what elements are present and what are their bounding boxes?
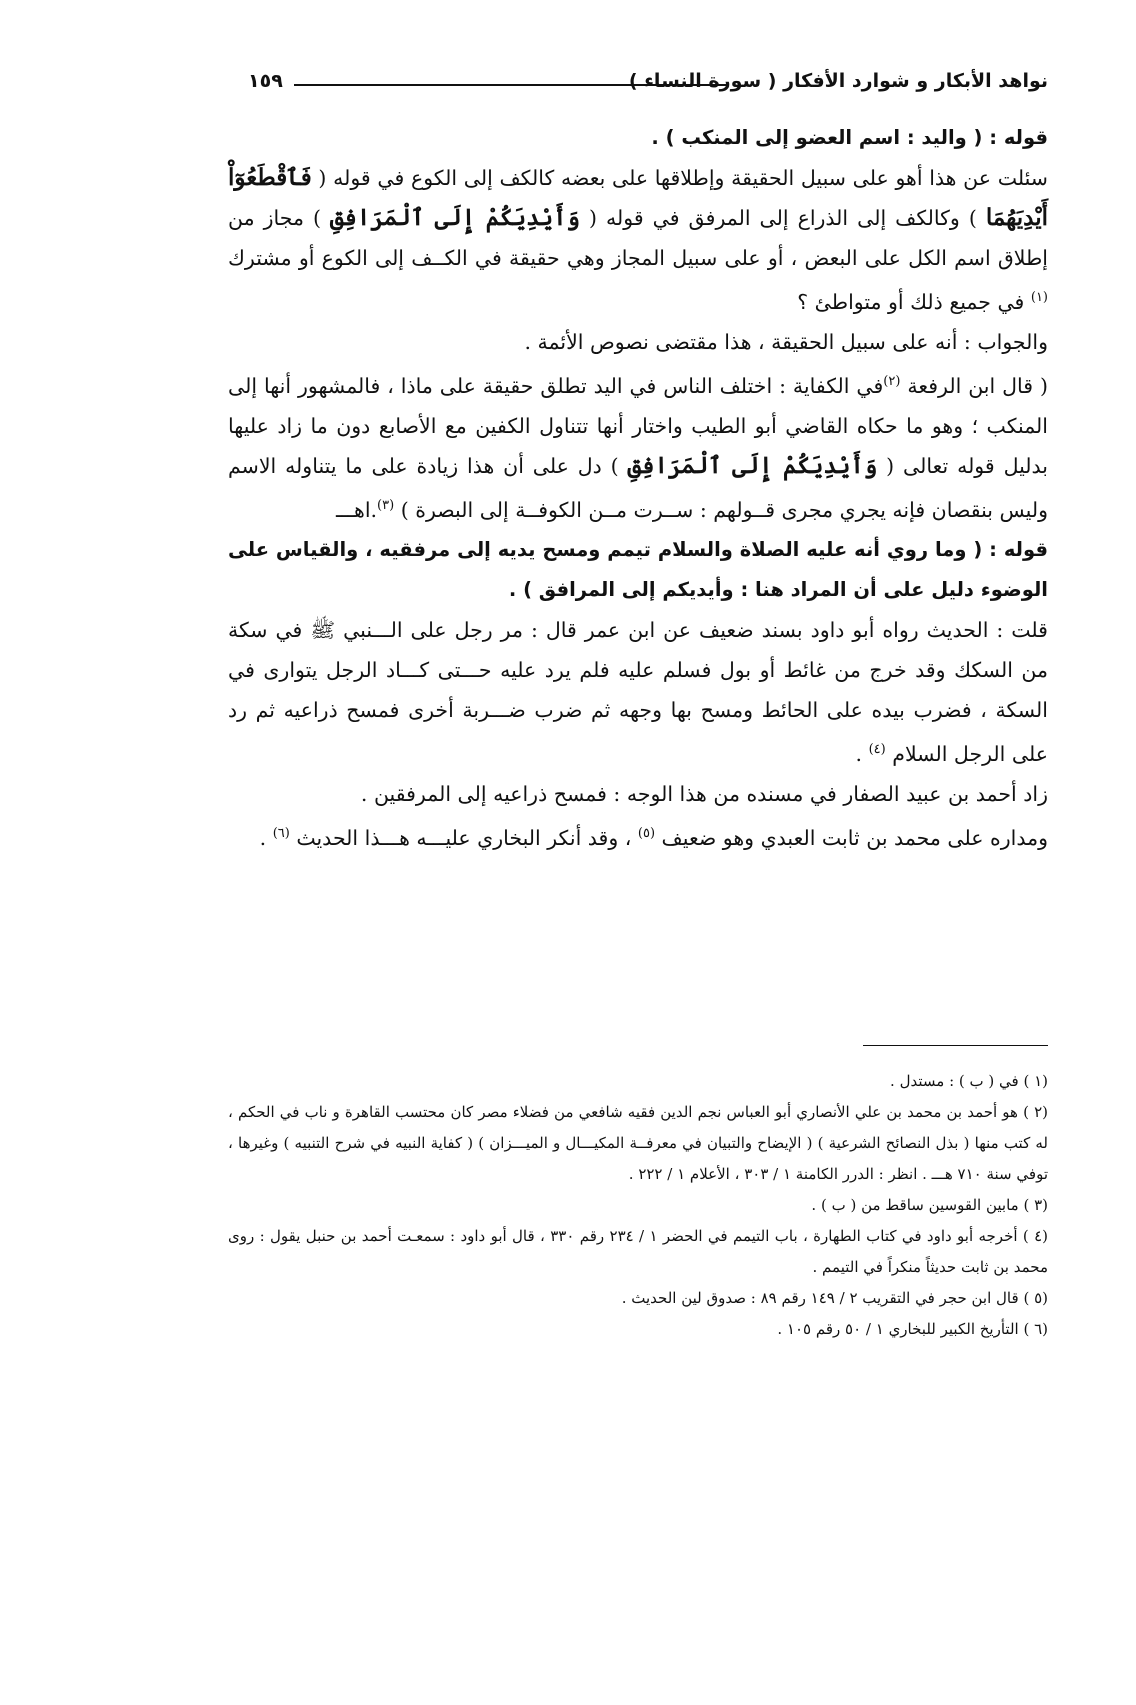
footnote-5: (٥ ) قال ابن حجر في التقريب ٢ / ١٤٩ رقم ٨٩ : صدوق لين الحديث . — [621, 1289, 1048, 1307]
footnote-1: (١ ) في ( ب ) : مستدل . — [890, 1072, 1048, 1090]
paragraph-question: سئلت عن هذا أهو على سبيل الحقيقة وإطلاقها على بعضه كالكف إلى الكوع في قوله ( فَٱقْطَعُوٓاْ أَيْدِيَهُمَا ) وكالكف إلى الذراع إلى المرفق في قوله ( وَأَيْدِيَكُمْ إِلَى ٱلْمَرَافِقِ ) مجاز من إطلاق اسم الكل على البعض ، أو على سبيل المجاز وهي حقيقة في الكــف إلى الكوع أو مشترك $^{(١)}$ في جميع ذلك أو متواطئ ؟ — [228, 164, 1049, 314]
footnote-ref[interactable]: (٢) — [883, 374, 901, 389]
paragraph-answer: والجواب : أنه على سبيل الحقيقة ، هذا مقتضى نصوص الأئمة . — [524, 330, 1048, 354]
footnote-ref[interactable]: (٦) — [272, 826, 290, 841]
footnote-ref[interactable]: (١) — [1030, 290, 1048, 305]
running-header — [248, 66, 1048, 102]
footnote-4: (٤ ) أخرجه أبو داود في كتاب الطهارة ، باب التيمم في الحضر ١ / ٢٣٤ رقم ٣٣٠ ، قال أبو داود : سمعـت أحمد بن حنبل يقول : روى محمد بن ثابت حديثاً منكراً في التيمم . — [228, 1227, 1049, 1276]
footnotes — [228, 1066, 1048, 1345]
footnote-ref[interactable]: (٥) — [637, 826, 656, 841]
footnote-ref[interactable]: (٣) — [377, 498, 395, 513]
quran-verse: وَأَيْدِيَكُمْ إِلَى ٱلْمَرَافِقِ — [329, 204, 581, 231]
footnote-6: (٦ ) التأريخ الكبير للبخاري ١ / ٥٠ رقم ١٠٥ . — [777, 1320, 1048, 1338]
paragraph-quote: ( قال ابن الرفعة $^{(٢)}$في الكفاية : اختلف الناس في اليد تطلق حقيقة على ماذا ، فالمشهور أنها إلى المنكب ؛ وهو ما حكاه القاضي أبو الطيب واختار أنها تتناول الكفين مع الأصابع دون ما زاد عليها بدليل قوله تعالى ( وَأَيْدِيَكُمْ إِلَى ٱلْمَرَافِقِ ) دل على أن هذا زيادة على ما يتناوله الاسم وليس بنقصان فإنه يجري مجرى قــولهم : ســرت مــن الكوفــة إلى البصرة ) $^{(٣)}$.اهـــ — [228, 374, 1048, 522]
main-text — [228, 118, 1048, 858]
footnote-separator — [863, 1045, 1048, 1046]
footnote-3: (٣ ) مابين القوسين ساقط من ( ب ) . — [811, 1196, 1048, 1214]
footnote-ref[interactable]: (٤) — [868, 742, 886, 757]
page-number: ١٥٩ — [248, 70, 283, 92]
commentary-lemma: قوله : ( واليد : اسم العضو إلى المنكب ) . — [651, 126, 1048, 149]
running-title: نواهد الأبكار و شوارد الأفكار ( سورة النساء ) — [628, 70, 1048, 92]
quran-verse: وَأَيْدِيَكُمْ إِلَى ٱلْمَرَافِقِ — [627, 452, 878, 479]
commentary-lemma: قوله : ( وما روي أنه عليه الصلاة والسلام تيمم ومسح يديه إلى مرفقيه ، والقياس على الوضوء دليل على أن المراد هنا : وأيديكم إلى المرافق ) . — [228, 538, 1048, 601]
paragraph-hadith: قلت : الحديث رواه أبو داود بسند ضعيف عن ابن عمر قال : مر رجل على الـــنبي ﷺ في سكة من السكك وقد خرج من غائط أو بول فسلم عليه فلم يرد عليه حـــتى كـــاد الرجل يتوارى في السكة ، فضرب بيده على الحائط ومسح بها وجهه ثم ضرب ضـــربة أخرى فمسح ذراعيه ثم رد على الرجل السلام $^{(٤)}$ . — [228, 618, 1048, 766]
footnote-2: (٢ ) هو أحمد بن محمد بن علي الأنصاري أبو العباس نجم الدين فقيه شافعي من فضلاء مصر كان محتسب القاهرة و ناب في الحكم ، له كتب منها ( بذل النصائح الشرعية ) ( الإيضاح والتبيان في معرفــة المكيـــال و الميـــزان ) ( كفاية النبيه في شرح التنبيه ) وغيرها ، توفي سنة ٧١٠ هـــ . انظر : الدرر الكامنة ١ / ٣٠٣ ، الأعلام ١ / ٢٢٢ . — [228, 1103, 1048, 1183]
header-rule — [294, 84, 728, 86]
paragraph-narrator: ومداره على محمد بن ثابت العبدي وهو ضعيف $^{(٥)}$ ، وقد أنكر البخاري عليـــه هـــذا الحديث $^{(٦)}$ . — [259, 826, 1048, 850]
paragraph-addition: زاد أحمد بن عبيد الصفار في مسنده من هذا الوجه : فمسح ذراعيه إلى المرفقين . — [360, 782, 1048, 806]
quran-verse: فَٱقْطَعُوٓاْ أَيْدِيَهُمَا — [228, 164, 1049, 231]
